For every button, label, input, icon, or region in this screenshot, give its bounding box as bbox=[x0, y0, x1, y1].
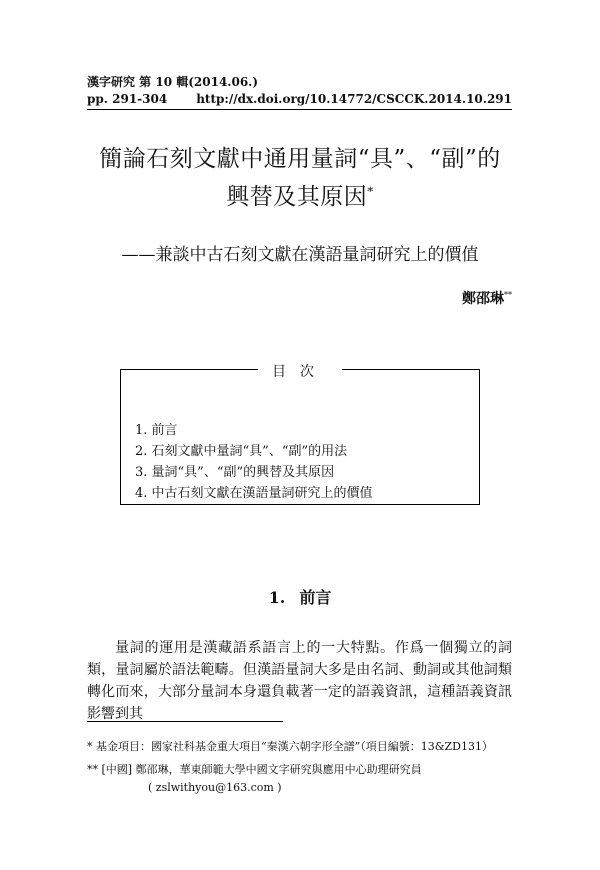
paragraph: 量詞的運用是漢藏語系語言上的一大特點。作爲一個獨立的詞類，量詞屬於語法範疇。但漢語量詞大多是由名詞、動詞或其他詞類轉化而來，大部分量詞本身還負載著一定的語義資訊，這種語義資訊影響到其 bbox=[87, 640, 512, 722]
section-heading bbox=[0, 585, 600, 608]
footnote-2: ** [中國] 鄭邵琳，華東師範大學中國文字研究與應用中心助理研究員 bbox=[87, 763, 422, 776]
title-line-2 bbox=[60, 178, 540, 211]
toc-item[interactable]: 4. 中古石刻文獻在漢語量詞研究上的價值 bbox=[135, 486, 373, 501]
subtitle: ——兼談中古石刻文獻在漢語量詞研究上的價值 bbox=[121, 245, 479, 265]
doi-link[interactable]: http://dx.doi.org/10.14772/CSCCK.2014.10.291 bbox=[196, 92, 512, 106]
footnote-email[interactable]: ( zslwithyou@163.com ) bbox=[148, 781, 282, 794]
page-range: pp. 291-304 bbox=[87, 92, 168, 106]
toc-item[interactable]: 3. 量詞“具”、“副”的興替及其原因 bbox=[135, 465, 335, 480]
author bbox=[462, 288, 512, 308]
toc-item[interactable]: 1. 前言 bbox=[135, 423, 178, 438]
body-text bbox=[87, 637, 512, 725]
section-title: 前言 bbox=[299, 588, 332, 607]
footnote-rule bbox=[87, 721, 283, 722]
toc-list bbox=[135, 420, 373, 504]
author-footnote-mark[interactable]: ** bbox=[504, 290, 512, 300]
author-name: 鄭邵琳 bbox=[462, 291, 504, 307]
table-of-contents bbox=[120, 364, 480, 505]
section-number: 1. bbox=[268, 588, 286, 607]
toc-heading-wrap bbox=[121, 361, 479, 381]
header-rule bbox=[87, 109, 512, 110]
title-line-2-text: 興替及其原因 bbox=[226, 184, 368, 210]
footnote-1: * 基金項目：國家社科基金重大項目“秦漢六朝字形全譜”（項目編號：13&ZD131） bbox=[87, 740, 493, 753]
toc-heading: 目次 bbox=[258, 364, 342, 380]
title-footnote-mark[interactable]: * bbox=[367, 184, 374, 199]
journal-info: 漢字研究 第 10 輯(2014.06.) bbox=[87, 75, 259, 89]
title-line-1: 簡論石刻文獻中通用量詞“具”、“副”的 bbox=[99, 146, 501, 172]
toc-item[interactable]: 2. 石刻文獻中量詞“具”、“副”的用法 bbox=[135, 444, 348, 459]
